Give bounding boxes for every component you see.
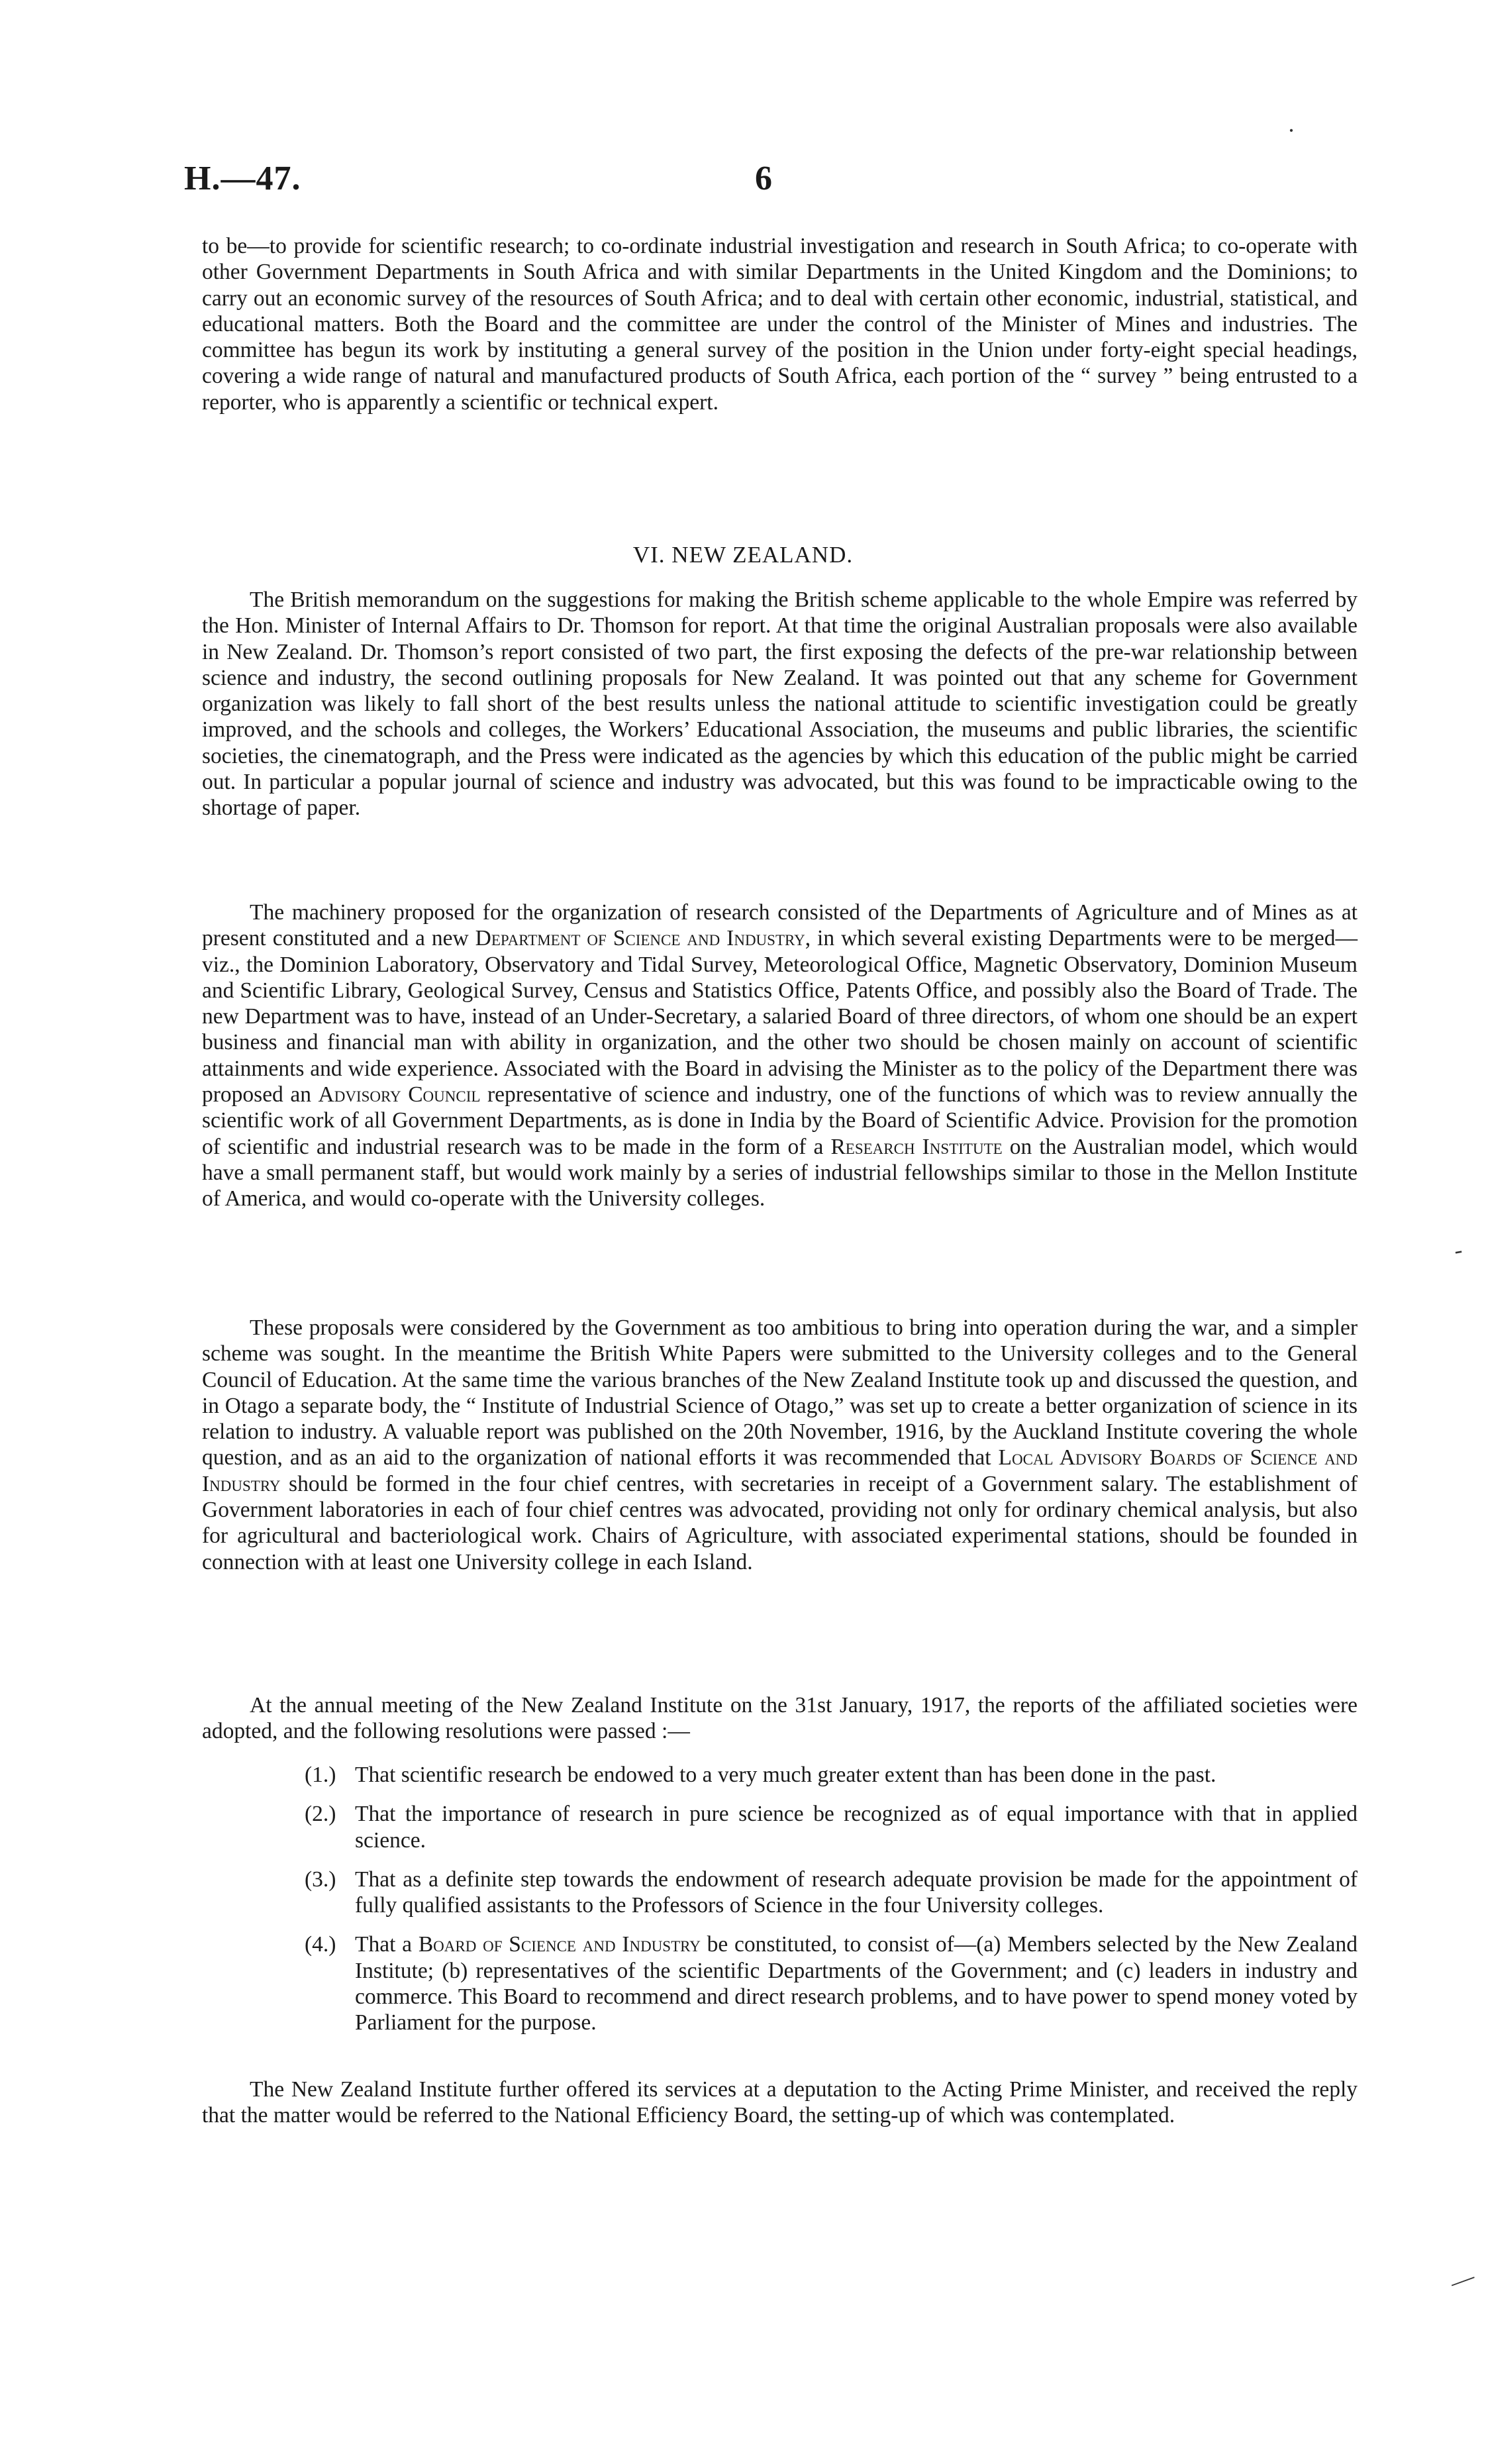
paragraph-5-text: The New Zealand Institute further offered its services at a deputation to the Acting Prime Minister, and received the reply that the matter would be referred to the National Efficiency Board, the setting-up of which was contemplated. <box>202 2077 1358 2128</box>
paragraph-1-text: The British memorandum on the suggestions for making the British scheme applicable to the whole Empire was referred by the Hon. Minister of Internal Affairs to Dr. Thomson for report. At that time the original Australian proposals were also available in New Zealand. Dr. Thomson’s report consisted of two part, the first exposing the defects of the pre-war relationship between science and industry, the second outlining proposals for New Zealand. It was pointed out that any scheme for Government organization was likely to fall short of the best results unless the national attitude to scientific investigation could be greatly improved, and the schools and colleges, the Workers’ Educational Association, the museums and public libraries, the scientific societies, the cinematograph, and the Press were indicated as the agencies by which this education of the public might be carried out. In particular a popular journal of science and industry was advocated, but this was found to be impracticable owing to the shortage of paper. <box>202 588 1358 821</box>
paragraph-3-text <box>202 1315 1358 1575</box>
paragraph-3-part-2: should be formed in the four chief centres, with secretaries in receipt of a Government salary. The establishment of Government laboratories in each of four chief centres was advocated, providing not only for ordinary chemical analysis, but also for agricultural and bacteriological work. Chairs of Agriculture, with associated experimental stations, should be founded in connection with at least one University college in each Island. <box>202 1471 1358 1574</box>
paragraph-2-part-4: on the Australian model, which would have a small permanent staff, but would work mainly by a series of industrial fellowships similar to those in the Mellon Institute of America, and would co-operate with the University colleges. <box>202 1134 1358 1211</box>
paragraph-4-text: At the annual meeting of the New Zealand Institute on the 31st January, 1917, the reports of the affiliated societies were adopted, and the following resolutions were passed :— <box>202 1693 1358 1744</box>
term-research-institute: Research Institute <box>830 1134 1003 1159</box>
resolution-number: (4.) <box>305 1932 336 1957</box>
resolution-4-after: be constituted, to consist of—(a) Members selected by the New Zealand Institute; (b) representatives of the scientific Departments of the Government; and (c) leaders in industry and commerce. This Board to recommend and direct research problems, and to have power to spend money voted by Parliament for the purpose. <box>355 1932 1358 2035</box>
resolution-number: (3.) <box>305 1867 336 1892</box>
paragraph-2-part-2: , in which several existing Departments were to be merged—viz., the Dominion Laboratory, Observatory and Tidal Survey, Meteorological Office, Magnetic Observatory, Dominion Museum and Scientific Library, Geological Survey, Census and Statistics Office, Patents Office, and possibly also the Board of Trade. The new Department was to have, instead of an Under-Secretary, a salaried Board of three directors, of whom one should be an expert business and financial man with ability in organization, and the other two should be chosen mainly on account of scientific attainments and wide experience. Associated with the Board in advising the Minister as to the policy of the Department there was proposed an <box>202 926 1358 1107</box>
resolution-number: (1.) <box>305 1763 336 1787</box>
scan-mark: · <box>1287 117 1295 144</box>
resolution-text: That scientific research be endowed to a very much greater extent than has been done in the past. <box>355 1763 1216 1787</box>
paragraph-2-part-1: The machinery proposed for the organization of research consisted of the Departments of Agriculture and of Mines as at present constituted and a new <box>202 900 1358 951</box>
intro-paragraph <box>202 233 1358 415</box>
resolution-text: That the importance of research in pure science be recognized as of equal importance with that in applied science. <box>355 1802 1358 1853</box>
paragraph-4 <box>202 1692 1358 1745</box>
resolution-text <box>355 1931 1358 2035</box>
resolution-item <box>305 1867 1358 1919</box>
section-heading: VI. NEW ZEALAND. <box>632 542 854 568</box>
scan-mark: — <box>1446 2263 1478 2296</box>
term-advisory-council: Advisory Council <box>318 1082 481 1107</box>
resolution-text: That as a definite step towards the endowment of research adequate provision be made for the appointment of fully qualified assistants to the Professors of Science in the four University colleges. <box>355 1867 1358 1918</box>
resolution-item <box>305 1801 1358 1853</box>
term-department-of-science-and-industry: Department of Science and Industry <box>475 926 805 951</box>
paragraph-3-part-1: These proposals were considered by the Government as too ambitious to bring into operation during the war, and a simpler scheme was sought. In the meantime the British White Papers were submitted to the University colleges and to the General Council of Education. At the same time the various branches of the New Zealand Institute took up and discussed the question, and in Otago a separate body, the “ Institute of Industrial Science of Otago,” was set up to create a better organization of science in its relation to industry. A valuable report was published on the 20th November, 1916, by the Auckland Institute covering the whole question, and as an aid to the organization of national efforts it was recommended that <box>202 1315 1358 1470</box>
paragraph-5 <box>202 2077 1358 2129</box>
resolution-item <box>305 1931 1358 2035</box>
paragraph-3 <box>202 1315 1358 1575</box>
paragraph-2-text <box>202 899 1358 1212</box>
scan-mark: - <box>1452 1236 1465 1264</box>
resolution-number: (2.) <box>305 1802 336 1827</box>
resolutions-list <box>305 1762 1358 2049</box>
page-number: 6 <box>755 160 772 197</box>
resolution-item <box>305 1762 1358 1788</box>
resolution-4-before: That a <box>355 1932 419 1957</box>
paragraph-1 <box>202 587 1358 821</box>
document-reference: H.—47. <box>184 160 301 197</box>
intro-text: to be—to provide for scientific research; to co-ordinate industrial investigation and research in South Africa; to co-operate with other Government Departments in South Africa and with similar Departments in the United Kingdom and the Dominions; to carry out an economic survey of the resources of South Africa; and to deal with certain other economic, industrial, statistical, and educational matters. Both the Board and the committee are under the control of the Minister of Mines and industries. The committee has begun its work by instituting a general survey of the position in the Union under forty-eight special headings, covering a wide range of natural and manufactured products of South Africa, each portion of the “ survey ” being entrusted to a reporter, who is apparently a scientific or technical expert. <box>202 234 1358 415</box>
term-board-of-science-and-industry: Board of Science and Industry <box>418 1932 701 1957</box>
paragraph-2-part-3: representative of science and industry, one of the functions of which was to review annually the scientific work of all Government Departments, as is done in India by the Board of Scientific Advice. Provision for the promotion of scientific and industrial research was to be made in the form of a <box>202 1082 1358 1159</box>
term-local-advisory-boards: Local Advisory Boards of Science and Industry <box>202 1445 1358 1496</box>
paragraph-2 <box>202 899 1358 1212</box>
